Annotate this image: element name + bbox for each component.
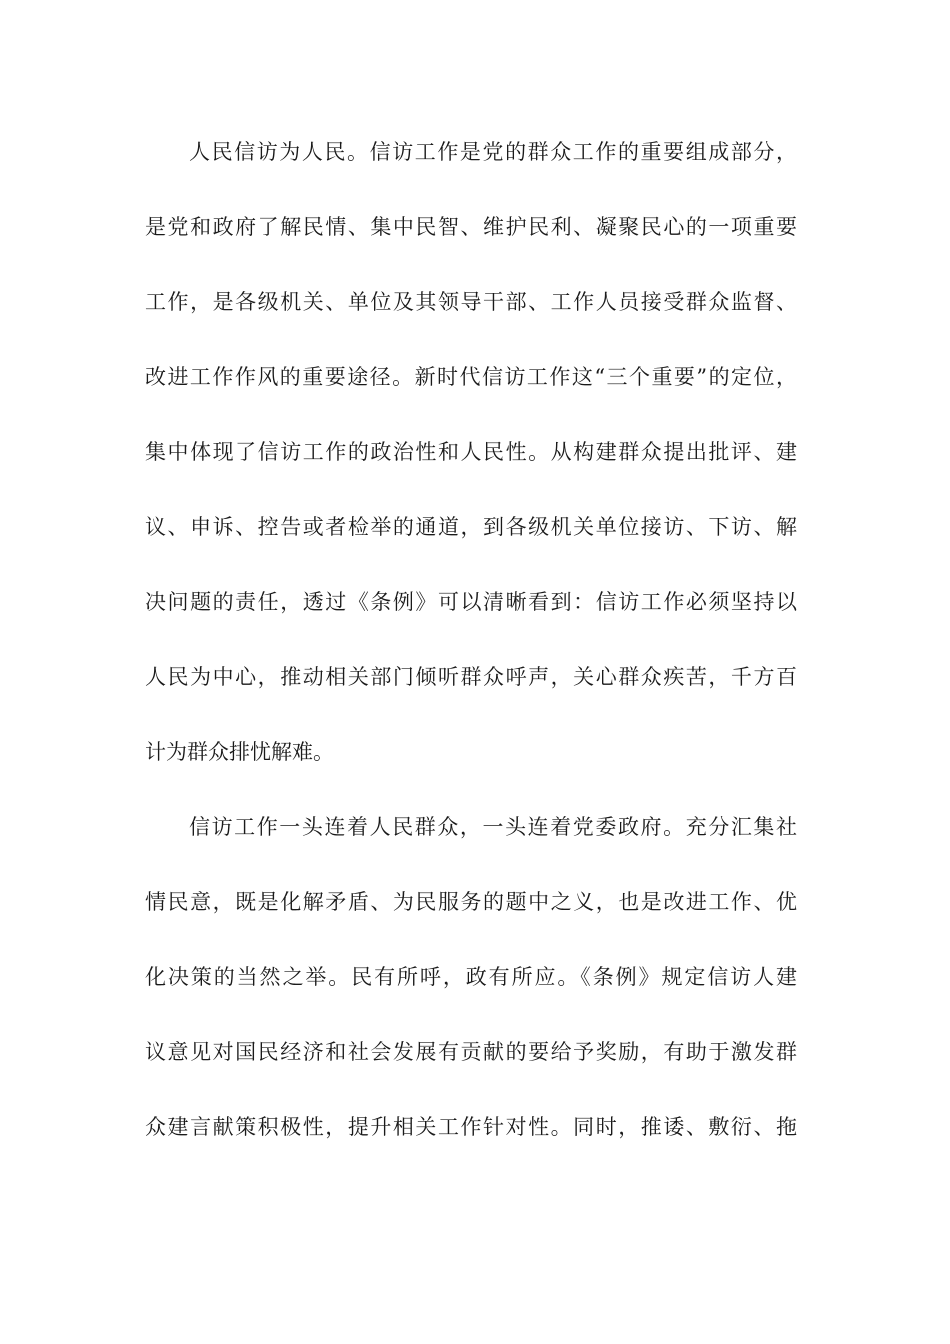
paragraph-line: 决问题的责任，透过《条例》可以清晰看到：信访工作必须坚持以 <box>145 590 797 614</box>
paragraph-line: 众建言献策积极性，提升相关工作针对性。同时，推诿、敷衍、拖 <box>145 1115 797 1139</box>
paragraph-line: 议意见对国民经济和社会发展有贡献的要给予奖励，有助于激发群 <box>145 1040 797 1064</box>
paragraph-line: 情民意，既是化解矛盾、为民服务的题中之义，也是改进工作、优 <box>145 890 797 914</box>
paragraph-2 <box>145 790 797 1165</box>
paragraph-1 <box>145 115 797 790</box>
paragraph-line: 计为群众排忧解难。 <box>145 740 334 764</box>
paragraph-line: 人民信访为人民。信访工作是党的群众工作的重要组成部分， <box>189 140 797 164</box>
paragraph-line: 信访工作一头连着人民群众，一头连着党委政府。充分汇集社 <box>189 815 797 839</box>
paragraph-line: 是党和政府了解民情、集中民智、维护民利、凝聚民心的一项重要 <box>145 215 797 239</box>
paragraph-line: 化决策的当然之举。民有所呼，政有所应。《条例》规定信访人建 <box>145 965 797 989</box>
paragraph-line: 改进工作作风的重要途径。新时代信访工作这“三个重要”的定位， <box>145 365 797 389</box>
paragraph-line: 议、申诉、控告或者检举的通道，到各级机关单位接访、下访、解 <box>145 515 797 539</box>
paragraph-line: 工作，是各级机关、单位及其领导干部、工作人员接受群众监督、 <box>145 290 797 314</box>
paragraph-line: 人民为中心，推动相关部门倾听群众呼声，关心群众疾苦，千方百 <box>145 665 797 689</box>
document-body <box>145 115 797 1165</box>
paragraph-line: 集中体现了信访工作的政治性和人民性。从构建群众提出批评、建 <box>145 440 797 464</box>
